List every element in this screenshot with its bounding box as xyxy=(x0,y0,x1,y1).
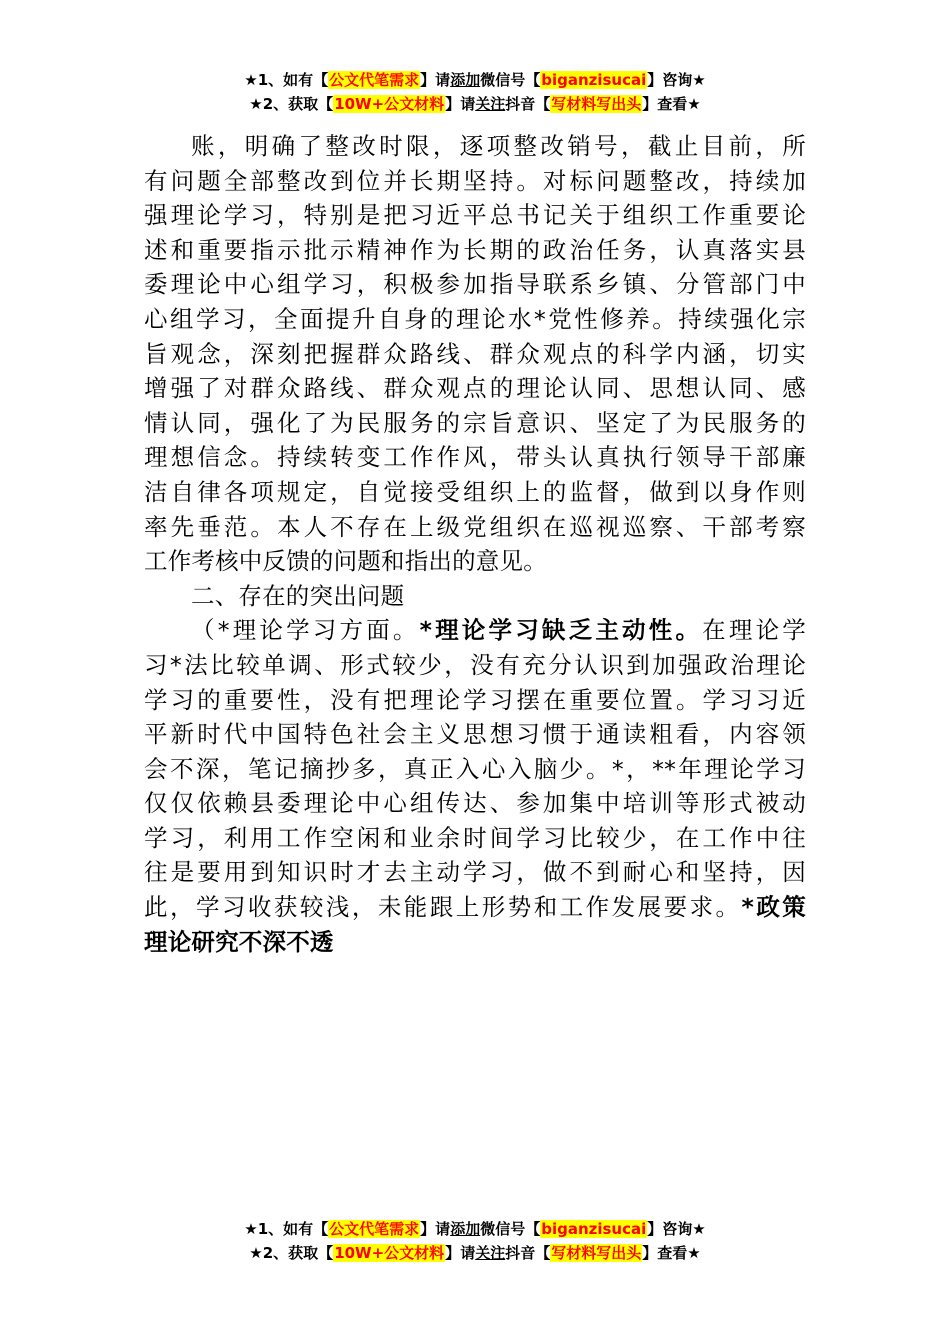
banner-highlight: biganzisucai xyxy=(541,1220,647,1238)
banner-text: 】请 xyxy=(445,95,476,113)
text-run: 此，学习收获较浅，未能跟上形势和工作发展要求。 xyxy=(144,893,742,922)
text-line: 会不深，笔记摘抄多，真正入心入脑少。*，**年理论学习 xyxy=(144,754,806,783)
text-run: 在理论学 xyxy=(702,616,806,645)
text-line: 往是要用到知识时才去主动学习，做不到耐心和坚持，因 xyxy=(144,858,806,887)
banner-line-1 xyxy=(0,1217,950,1241)
banner-underlined: 关注 xyxy=(475,1244,506,1262)
banner-text: 微信号【 xyxy=(480,71,541,89)
text-line: 学习的重要性，没有把理论学习摆在重要位置。学习习近 xyxy=(144,685,806,714)
text-line: 账，明确了整改时限，逐项整改销号，截止目前，所 xyxy=(191,132,806,160)
text-line xyxy=(144,613,806,648)
text-line: 情认同，强化了为民服务的宗旨意识、坚定了为民服务的 xyxy=(144,408,806,437)
text-line: 有问题全部整改到位并长期坚持。对标问题整改，持续加 xyxy=(144,166,806,195)
text-line: 心组学习，全面提升自身的理论水*党性修养。持续强化宗 xyxy=(144,304,806,333)
banner-line-2 xyxy=(0,1241,950,1265)
text-line: 学习，利用工作空闲和业余时间学习比较少，在工作中往 xyxy=(144,823,806,852)
text-line: 习*法比较单调、形式较少，没有充分认识到加强政治理论 xyxy=(144,650,806,679)
banner-highlight: 10W+公文材料 xyxy=(334,1244,445,1262)
text-line: 率先垂范。本人不存在上级党组织在巡视巡察、干部考察 xyxy=(144,512,806,541)
bold-heading: *政策 xyxy=(741,893,806,922)
banner-text: 抖音【 xyxy=(505,1244,551,1262)
bold-heading: 理论研究不深不透 xyxy=(144,927,334,956)
banner-text: ★2、获取【 xyxy=(249,1244,334,1262)
footer-banner xyxy=(0,1217,950,1265)
banner-line-1 xyxy=(0,68,950,92)
banner-text: 】请 xyxy=(445,1244,476,1262)
header-banner xyxy=(0,68,950,116)
banner-underlined: 关注 xyxy=(475,95,506,113)
bold-heading: *理论学习缺乏主动性。 xyxy=(419,616,703,645)
section-heading: 二、存在的突出问题 xyxy=(191,581,405,610)
banner-text: ★2、获取【 xyxy=(249,95,334,113)
text-line: 增强了对群众路线、群众观点的理论认同、思想认同、感 xyxy=(144,374,806,403)
banner-highlight: 10W+公文材料 xyxy=(334,95,445,113)
document-body xyxy=(144,129,806,959)
banner-text: 】咨询★ xyxy=(647,1220,706,1238)
banner-text: 】请 xyxy=(420,1220,451,1238)
banner-highlight: 写材料写出头 xyxy=(551,1244,642,1262)
banner-text: 】查看★ xyxy=(642,1244,701,1262)
banner-underlined: 添加 xyxy=(450,1220,481,1238)
text-line: 委理论中心组学习，积极参加指导联系乡镇、分管部门中 xyxy=(144,270,806,299)
text-line: 理想信念。持续转变工作作风，带头认真执行领导干部廉 xyxy=(144,443,806,472)
banner-text: ★1、如有【 xyxy=(244,1220,329,1238)
banner-text: 】咨询★ xyxy=(647,71,706,89)
text-line: 旨观念，深刻把握群众路线、群众观点的科学内涵，切实 xyxy=(144,339,806,368)
text-line xyxy=(144,890,806,925)
text-line: 述和重要指示批示精神作为长期的政治任务，认真落实县 xyxy=(144,235,806,264)
subsection-label: （*理论学习方面。 xyxy=(191,616,420,645)
text-line: 洁自律各项规定，自觉接受组织上的监督，做到以身作则 xyxy=(144,477,806,506)
banner-highlight: 写材料写出头 xyxy=(551,95,642,113)
banner-text: 抖音【 xyxy=(505,95,551,113)
banner-highlight: 公文代笔需求 xyxy=(329,1220,420,1238)
banner-underlined: 添加 xyxy=(450,71,481,89)
text-line: 仅仅依赖县委理论中心组传达、参加集中培训等形式被动 xyxy=(144,789,806,818)
banner-highlight: 公文代笔需求 xyxy=(329,71,420,89)
banner-text: 】查看★ xyxy=(642,95,701,113)
banner-text: 微信号【 xyxy=(480,1220,541,1238)
banner-text: ★1、如有【 xyxy=(244,71,329,89)
text-line: 强理论学习，特别是把习近平总书记关于组织工作重要论 xyxy=(144,201,806,230)
banner-text: 】请 xyxy=(420,71,451,89)
text-line: 平新时代中国特色社会主义思想习惯于通读粗看，内容领 xyxy=(144,720,806,749)
text-line: 工作考核中反馈的问题和指出的意见。 xyxy=(144,547,547,576)
banner-line-2 xyxy=(0,92,950,116)
banner-highlight: biganzisucai xyxy=(541,71,647,89)
